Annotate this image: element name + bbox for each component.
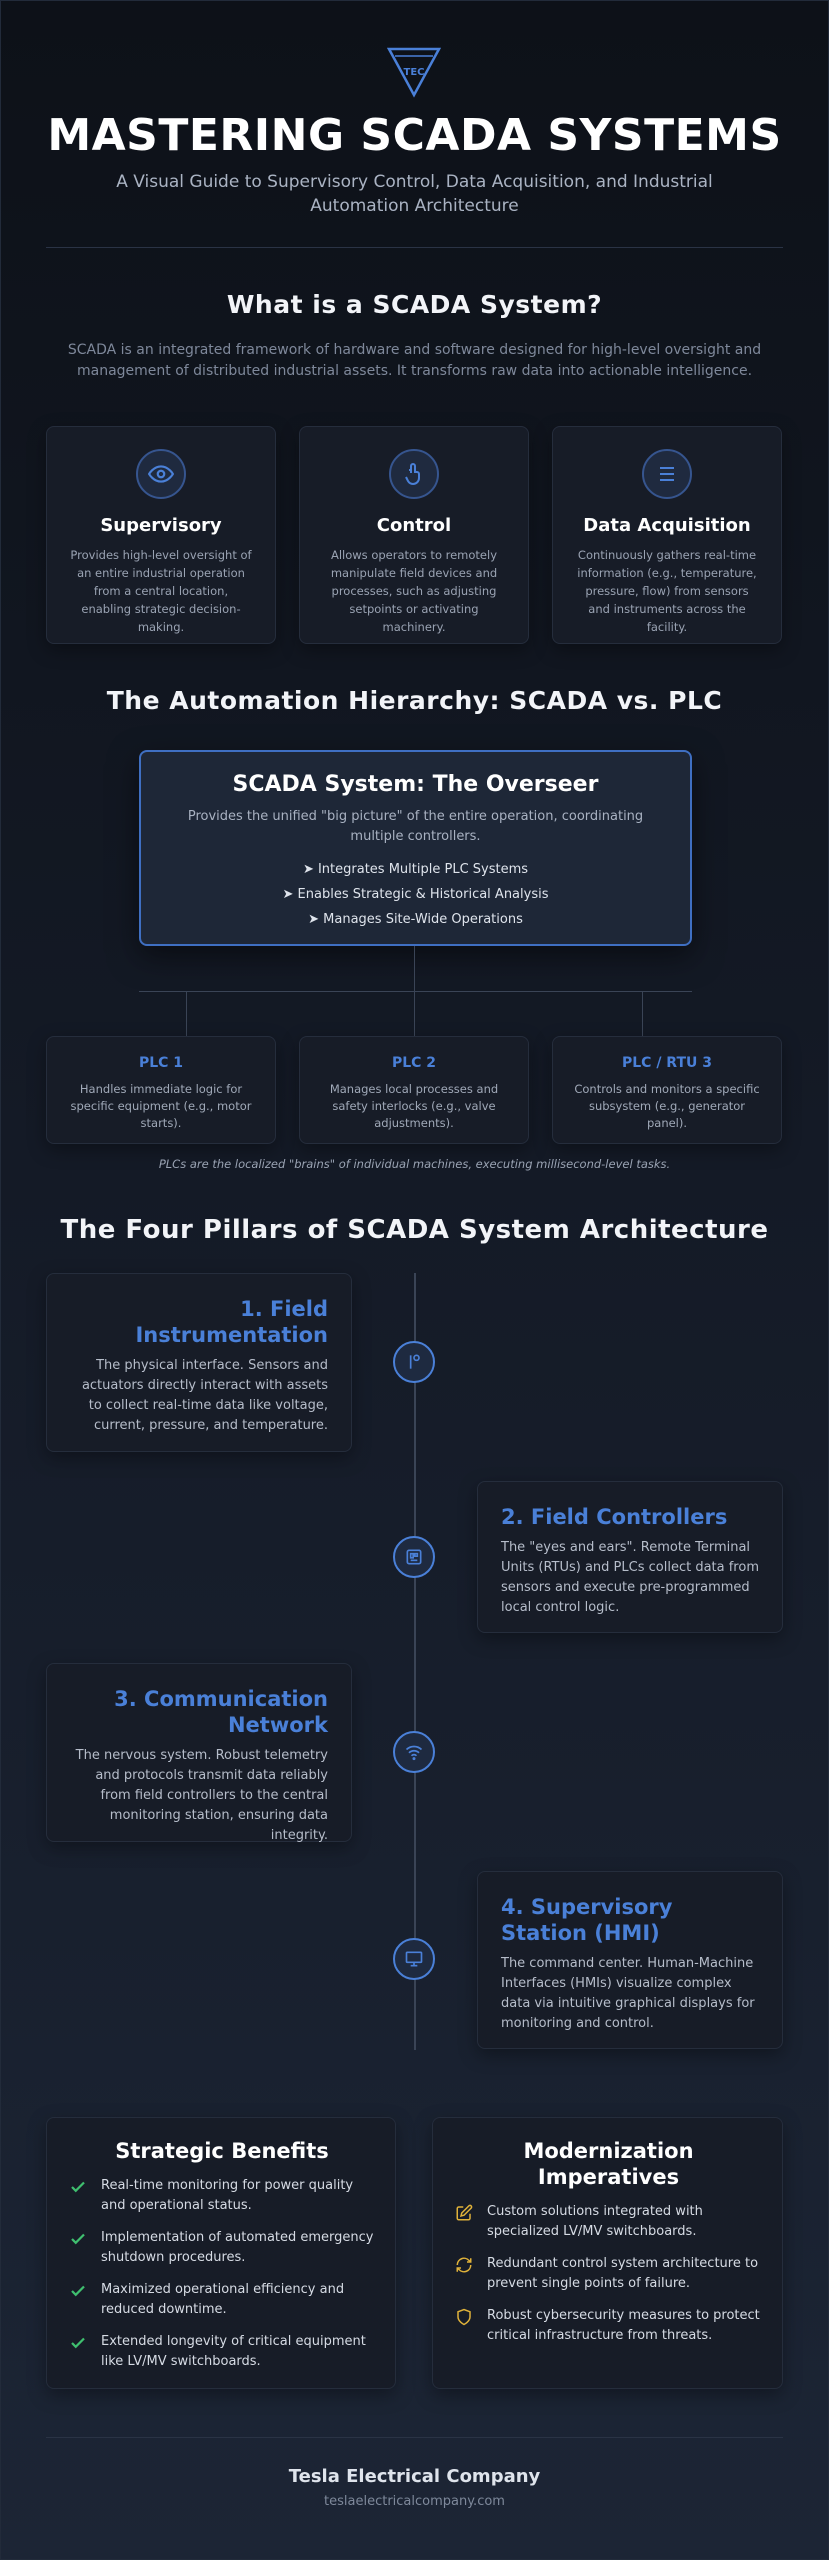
benefit-item xyxy=(69,2280,375,2320)
footer-divider xyxy=(46,2437,783,2438)
eye-icon xyxy=(136,449,186,499)
pillar-text: The physical interface. Sensors and actuators directly interact with assets to collect real-time data like voltage, current, pressure, and temperature. xyxy=(81,1358,328,1433)
benefit-item xyxy=(69,2176,375,2216)
benefits-title: Strategic Benefits xyxy=(115,2139,329,2163)
controller-icon xyxy=(393,1536,435,1578)
page-title: MASTERING SCADA SYSTEMS xyxy=(47,110,782,161)
feature-text: Continuously gathers real-time information (e.g., temperature, pressure, flow) from sensors and instruments across the facility. xyxy=(577,548,757,634)
check-icon xyxy=(69,2230,89,2252)
what-is-description: SCADA is an integrated framework of hardware and software designed for high-level oversight and management of distributed industrial assets. It transforms raw data into actionable intelligence. xyxy=(67,342,762,379)
connector-line xyxy=(642,991,643,1036)
benefits-card xyxy=(46,2117,396,2389)
divider xyxy=(46,247,783,248)
benefit-item xyxy=(69,2228,375,2268)
company-logo xyxy=(387,47,441,99)
pillar-card xyxy=(46,1273,352,1452)
scada-overseer-card xyxy=(139,750,692,946)
pillar-card xyxy=(477,1481,783,1633)
plc-caption: PLCs are the localized "brains" of individual machines, executing millisecond-level tasks. xyxy=(158,1157,671,1171)
plc-text: Manages local processes and safety interlocks (e.g., valve adjustments). xyxy=(329,1082,499,1130)
hand-pointer-icon xyxy=(389,449,439,499)
overseer-title: SCADA System: The Overseer xyxy=(232,772,599,797)
benefit-item xyxy=(69,2332,375,2372)
what-is-title: What is a SCADA System? xyxy=(226,290,603,319)
feature-title: Supervisory xyxy=(100,515,222,536)
plc-title: PLC / RTU 3 xyxy=(621,1055,712,1071)
modernization-item xyxy=(455,2306,762,2346)
connector-line xyxy=(139,991,692,992)
pillar-text: The nervous system. Robust telemetry and protocols transmit data reliably from field controllers to the central monitoring station, ensuring data integrity. xyxy=(75,1748,328,1843)
plc-text: Handles immediate logic for specific equipment (e.g., motor starts). xyxy=(70,1082,252,1130)
benefit-text: Implementation of automated emergency shutdown procedures. xyxy=(101,2230,374,2265)
footer-company: Tesla Electrical Company xyxy=(288,2466,541,2487)
footer-url-link[interactable]: teslaelectricalcompany.com xyxy=(324,2494,505,2509)
pillar-text: The "eyes and ears". Remote Terminal Units (RTUs) and PLCs collect data from sensors and execute pre-programmed local control logic. xyxy=(501,1540,759,1615)
feature-text: Provides high-level oversight of an entire industrial operation from a central location, enabling strategic decision-making. xyxy=(70,548,252,634)
pillar-card xyxy=(477,1871,783,2049)
refresh-icon xyxy=(455,2256,475,2278)
feature-card-control xyxy=(299,426,529,644)
logo-text: TEC xyxy=(403,67,425,78)
pillar-card xyxy=(46,1663,352,1842)
list-icon xyxy=(642,449,692,499)
timeline-line xyxy=(414,1273,416,2050)
plc-title: PLC 1 xyxy=(138,1055,184,1071)
plc-title: PLC 2 xyxy=(391,1055,437,1071)
modernization-title: Modernization Imperatives xyxy=(523,2139,694,2189)
modernization-item xyxy=(455,2202,762,2242)
modernization-card xyxy=(432,2117,783,2389)
page-subtitle: A Visual Guide to Supervisory Control, Data Acquisition, and Industrial Automation Architecture xyxy=(116,172,713,216)
feature-text: Allows operators to remotely manipulate field devices and processes, such as adjusting setpoints or activating machinery. xyxy=(330,548,498,634)
check-icon xyxy=(69,2178,89,2200)
modernization-text: Custom solutions integrated with specialized LV/MV switchboards. xyxy=(487,2204,703,2239)
modernization-text: Robust cybersecurity measures to protect critical infrastructure from threats. xyxy=(487,2308,760,2343)
feature-title: Data Acquisition xyxy=(583,515,751,536)
overseer-description: Provides the unified "big picture" of the entire operation, coordinating multiple controllers. xyxy=(187,809,644,844)
pillar-title: 2. Field Controllers xyxy=(501,1505,728,1529)
feature-title: Control xyxy=(376,515,452,536)
overseer-list xyxy=(141,857,690,932)
pillar-text: The command center. Human-Machine Interfaces (HMIs) visualize complex data via intuitive graphical displays for monitoring and control. xyxy=(501,1956,755,2031)
hierarchy-title: The Automation Hierarchy: SCADA vs. PLC xyxy=(106,686,723,715)
feature-card-supervisory xyxy=(46,426,276,644)
pillar-title: 1. Field Instrumentation xyxy=(135,1297,328,1347)
check-icon xyxy=(69,2334,89,2356)
overseer-list-item: ➤ Manages Site-Wide Operations xyxy=(308,912,523,927)
check-icon xyxy=(69,2282,89,2304)
shield-icon xyxy=(455,2308,475,2330)
modernization-text: Redundant control system architecture to prevent single points of failure. xyxy=(487,2256,759,2291)
plc-card xyxy=(46,1036,276,1144)
plc-text: Controls and monitors a specific subsystem (e.g., generator panel). xyxy=(574,1082,760,1130)
benefit-text: Extended longevity of critical equipment like LV/MV switchboards. xyxy=(101,2334,366,2369)
overseer-list-item: ➤ Integrates Multiple PLC Systems xyxy=(302,862,529,877)
pillars-title: The Four Pillars of SCADA System Architecture xyxy=(60,1215,769,1245)
benefit-text: Maximized operational efficiency and reduced downtime. xyxy=(101,2282,345,2317)
pillar-title: 3. Communication Network xyxy=(114,1687,328,1737)
monitor-icon xyxy=(393,1938,435,1980)
feature-card-data-acquisition xyxy=(552,426,782,644)
modernization-list xyxy=(455,2202,762,2346)
connector-line xyxy=(186,991,187,1036)
edit-icon xyxy=(455,2204,475,2226)
wifi-icon xyxy=(393,1731,435,1773)
pillar-title: 4. Supervisory Station (HMI) xyxy=(501,1895,673,1945)
benefits-list xyxy=(69,2176,375,2372)
overseer-list-item: ➤ Enables Strategic & Historical Analysis xyxy=(282,887,549,902)
plc-card xyxy=(299,1036,529,1144)
modernization-item xyxy=(455,2254,762,2294)
plc-card xyxy=(552,1036,782,1144)
benefit-text: Real-time monitoring for power quality and operational status. xyxy=(101,2178,354,2213)
sensor-icon xyxy=(393,1341,435,1383)
